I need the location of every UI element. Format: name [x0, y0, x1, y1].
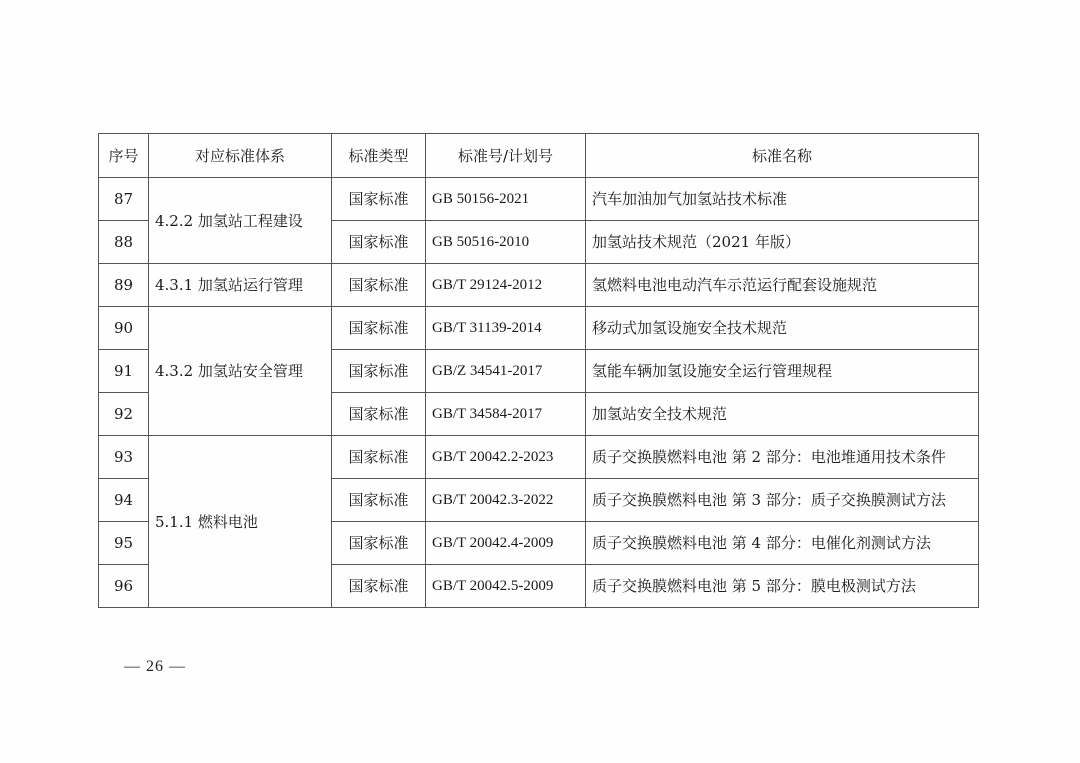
row-system: 4.3.2 加氢站安全管理	[149, 307, 332, 436]
table-row	[99, 436, 979, 479]
row-type: 国家标准	[332, 221, 426, 264]
row-name: 氢能车辆加氢设施安全运行管理规程	[586, 350, 979, 393]
row-type: 国家标准	[332, 350, 426, 393]
row-seq: 94	[99, 479, 149, 522]
row-type: 国家标准	[332, 393, 426, 436]
row-number: GB/T 20042.5-2009	[426, 565, 586, 608]
row-name: 质子交换膜燃料电池 第 5 部分：膜电极测试方法	[586, 565, 979, 608]
row-name: 质子交换膜燃料电池 第 2 部分：电池堆通用技术条件	[586, 436, 979, 479]
row-seq: 96	[99, 565, 149, 608]
row-name: 加氢站技术规范（2021 年版）	[586, 221, 979, 264]
row-number: GB/Z 34541-2017	[426, 350, 586, 393]
table-row	[99, 307, 979, 350]
table-header-row	[99, 134, 979, 178]
row-number: GB/T 20042.4-2009	[426, 522, 586, 565]
row-name: 质子交换膜燃料电池 第 3 部分：质子交换膜测试方法	[586, 479, 979, 522]
row-name: 加氢站安全技术规范	[586, 393, 979, 436]
row-type: 国家标准	[332, 565, 426, 608]
row-system: 5.1.1 燃料电池	[149, 436, 332, 608]
row-name: 汽车加油加气加氢站技术标准	[586, 178, 979, 221]
row-name: 氢燃料电池电动汽车示范运行配套设施规范	[586, 264, 979, 307]
standards-table	[98, 133, 979, 608]
row-number: GB/T 31139-2014	[426, 307, 586, 350]
row-seq: 91	[99, 350, 149, 393]
table-row	[99, 264, 979, 307]
row-name: 质子交换膜燃料电池 第 4 部分：电催化剂测试方法	[586, 522, 979, 565]
header-seq: 序号	[99, 134, 149, 178]
header-name: 标准名称	[586, 134, 979, 178]
row-seq: 87	[99, 178, 149, 221]
page-number: — 26 —	[124, 658, 186, 675]
header-type: 标准类型	[332, 134, 426, 178]
row-type: 国家标准	[332, 436, 426, 479]
row-system: 4.3.1 加氢站运行管理	[149, 264, 332, 307]
row-type: 国家标准	[332, 522, 426, 565]
header-number: 标准号/计划号	[426, 134, 586, 178]
row-number: GB 50156-2021	[426, 178, 586, 221]
row-seq: 90	[99, 307, 149, 350]
row-name: 移动式加氢设施安全技术规范	[586, 307, 979, 350]
row-seq: 89	[99, 264, 149, 307]
row-number: GB/T 34584-2017	[426, 393, 586, 436]
row-number: GB 50516-2010	[426, 221, 586, 264]
row-type: 国家标准	[332, 178, 426, 221]
row-type: 国家标准	[332, 264, 426, 307]
row-number: GB/T 20042.2-2023	[426, 436, 586, 479]
row-seq: 88	[99, 221, 149, 264]
row-number: GB/T 29124-2012	[426, 264, 586, 307]
table-row	[99, 178, 979, 221]
header-system: 对应标准体系	[149, 134, 332, 178]
row-type: 国家标准	[332, 307, 426, 350]
row-system: 4.2.2 加氢站工程建设	[149, 178, 332, 264]
row-number: GB/T 20042.3-2022	[426, 479, 586, 522]
row-seq: 93	[99, 436, 149, 479]
row-seq: 92	[99, 393, 149, 436]
row-type: 国家标准	[332, 479, 426, 522]
row-seq: 95	[99, 522, 149, 565]
